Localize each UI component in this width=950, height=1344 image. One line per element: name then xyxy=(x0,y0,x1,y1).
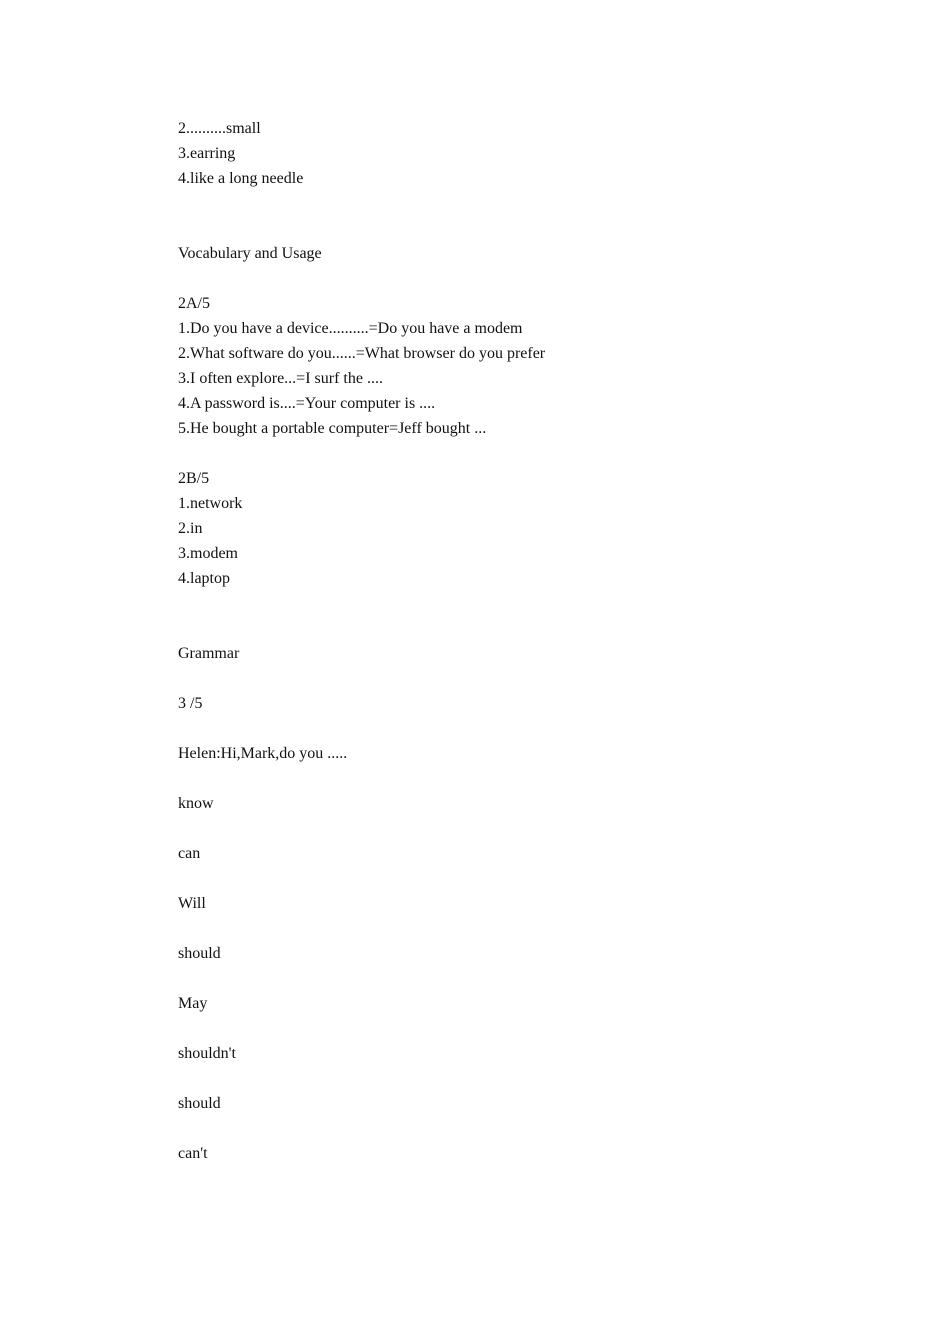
grammar-answer: should xyxy=(178,1095,221,1112)
answer-line: 3.modem xyxy=(178,545,238,562)
part-label-2b: 2B/5 xyxy=(178,470,210,487)
answer-line: 5.He bought a portable computer=Jeff bought ... xyxy=(178,420,487,437)
answer-line: 4.A password is....=Your computer is .... xyxy=(178,395,436,412)
grammar-answer: May xyxy=(178,995,208,1012)
answer-line: 3.earring xyxy=(178,145,236,162)
grammar-answer: can't xyxy=(178,1145,208,1162)
answer-line: 2.in xyxy=(178,520,203,537)
section-heading-grammar: Grammar xyxy=(178,645,240,662)
answer-line: 2..........small xyxy=(178,120,261,137)
answer-line: 4.like a long needle xyxy=(178,170,304,187)
dialogue-line: Helen:Hi,Mark,do you ..... xyxy=(178,745,348,762)
section-heading-vocabulary: Vocabulary and Usage xyxy=(178,245,322,262)
grammar-answer: should xyxy=(178,945,221,962)
grammar-answer: Will xyxy=(178,895,206,912)
answer-line: 1.Do you have a device..........=Do you have a modem xyxy=(178,320,523,337)
answer-line: 4.laptop xyxy=(178,570,230,587)
part-label-2a: 2A/5 xyxy=(178,295,210,312)
grammar-answer: know xyxy=(178,795,214,812)
answer-line: 2.What software do you......=What browser do you prefer xyxy=(178,345,546,362)
answer-line: 1.network xyxy=(178,495,243,512)
grammar-answer: can xyxy=(178,845,201,862)
answer-line: 3.I often explore...=I surf the .... xyxy=(178,370,383,387)
document-page xyxy=(178,116,878,1166)
grammar-answer: shouldn't xyxy=(178,1045,236,1062)
part-label-3: 3 /5 xyxy=(178,695,203,712)
